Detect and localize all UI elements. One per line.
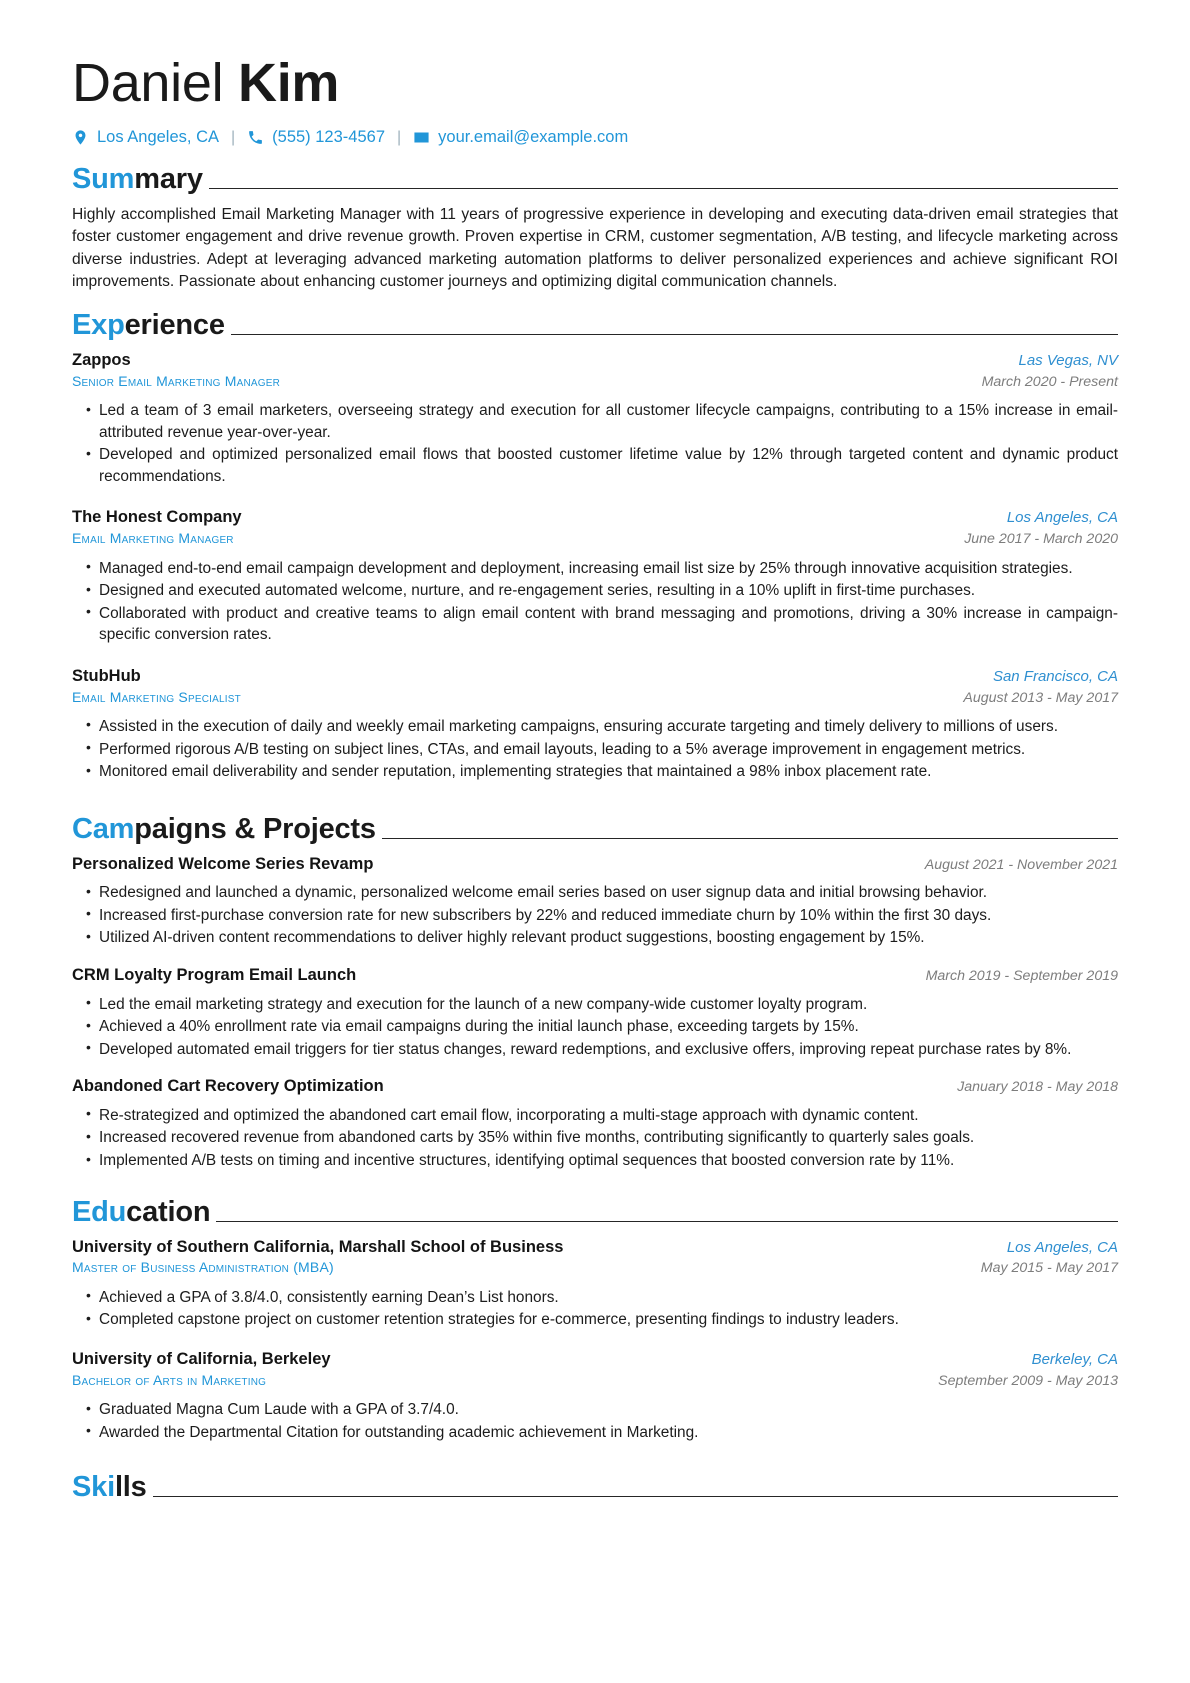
contact-bar [72,128,1118,147]
campaigns-heading [72,812,1118,845]
list-item: • Designed and executed automated welcome, nurture, and re-engagement series, resulting in a 10% uplift in first-time purchases. [72,580,1118,602]
experience-bullet-list [72,558,1118,646]
summary-paragraph: Highly accomplished Email Marketing Manager with 11 years of progressive experience in developing and executing data-driven email strategies that foster customer engagement and drive revenue growth. Proven expertise in CRM, customer segmentation, A/B testing, and lifecycle marketing across diverse industries. Adept at leveraging advanced marketing automation platforms to deliver personalized experiences and achieve significant ROI improvements. Passionate about enhancing customer journeys and optimizing digital communication channels. [72,206,1118,290]
experience-entry [72,666,1118,783]
list-item: • Assisted in the execution of daily and weekly email marketing campaigns, ensuring accurate targeting and timely delivery to millions of users. [72,716,1118,738]
employer-location: San Francisco, CA [992,667,1118,685]
experience-entry [72,350,1118,487]
section-summary [72,165,1118,293]
education-heading-text: Education [72,1195,211,1228]
education-heading [72,1195,1118,1228]
contact-phone[interactable] [247,128,385,147]
list-item: • Performed rigorous A/B testing on subject lines, CTAs, and email layouts, leading to a 5% average improvement in engagement metrics. [72,739,1118,761]
section-campaigns [72,812,1118,1172]
experience-heading-text: Experience [72,308,225,341]
list-item: • Led the email marketing strategy and execution for the launch of a new company-wide customer loyalty program. [72,994,1118,1016]
employer-name: The Honest Company [72,508,242,527]
campaigns-heading-text: Campaigns & Projects [72,812,376,845]
education-entry [72,1349,1118,1443]
summary-heading-text: Summary [72,163,203,196]
job-dates: August 2013 - May 2017 [963,689,1118,706]
experience-bullet-list [72,716,1118,783]
section-rule [216,1221,1118,1222]
skills-heading [72,1473,1118,1502]
project-bullet-list [72,882,1118,949]
employer-name: Zappos [72,350,131,369]
list-item: • Achieved a 40% enrollment rate via email campaigns during the initial launch phase, exceeding targets by 15%. [72,1016,1118,1038]
project-entry [72,854,1118,949]
education-bullet-list [72,1287,1118,1331]
education-bullet-list [72,1399,1118,1443]
summary-heading [72,165,1118,194]
envelope-icon [413,129,430,146]
project-name: Abandoned Cart Recovery Optimization [72,1077,384,1096]
contact-separator-1: | [231,128,236,146]
education-entry [72,1237,1118,1331]
list-item: • Led a team of 3 email marketers, overseeing strategy and execution for all customer lifecycle campaigns, contributing to a 15% increase in email-attributed revenue year-over-year. [72,400,1118,443]
section-rule [209,188,1118,189]
job-title: Senior Email Marketing Manager [72,372,281,389]
contact-separator-2: | [397,128,402,146]
school-location: Berkeley, CA [1031,1350,1118,1368]
project-name: CRM Loyalty Program Email Launch [72,965,357,984]
employer-location: Las Vegas, NV [1018,351,1118,369]
list-item: • Increased recovered revenue from abandoned carts by 35% within five months, contributing significantly to quarterly sales goals. [72,1127,1118,1149]
school-location: Los Angeles, CA [1006,1238,1118,1256]
job-dates: March 2020 - Present [981,373,1118,390]
list-item: • Implemented A/B tests on timing and incentive structures, identifying optimal sequences that boosted conversion rate by 11%. [72,1150,1118,1172]
list-item: • Developed automated email triggers for tier status changes, reward redemptions, and exclusive offers, improving repeat purchase rates by 8%. [72,1039,1118,1061]
contact-email[interactable] [413,128,628,147]
list-item: • Monitored email deliverability and sender reputation, implementing strategies that maintained a 98% inbox placement rate. [72,761,1118,783]
experience-heading [72,308,1118,341]
project-entry [72,965,1118,1060]
section-rule [153,1496,1118,1497]
job-dates: June 2017 - March 2020 [964,531,1118,548]
job-title: Email Marketing Specialist [72,688,241,705]
degree-dates: September 2009 - May 2013 [938,1372,1118,1389]
employer-location: Los Angeles, CA [1006,509,1118,527]
degree-dates: May 2015 - May 2017 [980,1260,1118,1277]
list-item: • Collaborated with product and creative teams to align email content with brand messaging and promotions, driving a 30% increase in campaign-specific conversion rates. [72,603,1118,646]
project-dates: January 2018 - May 2018 [957,1079,1118,1096]
contact-phone-text: (555) 123-4567 [272,128,385,147]
project-bullet-list [72,1105,1118,1172]
section-education [72,1195,1118,1444]
degree-title: Bachelor of Arts in Marketing [72,1371,267,1388]
project-entry [72,1076,1118,1171]
degree-title: Master of Business Administration (MBA) [72,1259,334,1276]
list-item: • Awarded the Departmental Citation for outstanding academic achievement in Marketing. [72,1422,1118,1444]
school-name: University of Southern California, Marshall School of Business [72,1237,564,1256]
job-title: Email Marketing Manager [72,530,234,547]
experience-bullet-list [72,400,1118,487]
list-item: • Graduated Magna Cum Laude with a GPA of 3.7/4.0. [72,1399,1118,1421]
contact-location-text: Los Angeles, CA [97,128,219,147]
first-name: Daniel [72,53,224,113]
list-item: • Developed and optimized personalized email flows that boosted customer lifetime value by 12% through targeted content and dynamic product recommendations. [72,444,1118,487]
list-item: • Utilized AI-driven content recommendations to deliver highly relevant product suggestions, boosting engagement by 15%. [72,927,1118,949]
project-dates: August 2021 - November 2021 [924,856,1118,873]
project-bullet-list [72,994,1118,1061]
contact-location [72,128,219,147]
section-rule [231,334,1118,335]
candidate-name [72,54,1118,112]
last-name: Kim [238,53,340,113]
project-dates: March 2019 - September 2019 [925,967,1118,984]
contact-email-text: your.email@example.com [438,128,629,147]
list-item: • Achieved a GPA of 3.8/4.0, consistently earning Dean’s List honors. [72,1287,1118,1309]
list-item: • Re-strategized and optimized the abandoned cart email flow, incorporating a multi-stage approach with dynamic content. [72,1105,1118,1127]
list-item: • Managed end-to-end email campaign development and deployment, increasing email list size by 25% through innovative acquisition strategies. [72,558,1118,580]
list-item: • Completed capstone project on customer retention strategies for e-commerce, presenting findings to industry leaders. [72,1309,1118,1331]
map-pin-icon [72,129,89,146]
list-item: • Increased first-purchase conversion rate for new subscribers by 22% and reduced immediate churn by 10% within the first 30 days. [72,905,1118,927]
section-experience [72,308,1118,783]
project-name: Personalized Welcome Series Revamp [72,854,374,873]
experience-entry [72,507,1118,645]
skills-heading-text: Skills [72,1471,147,1504]
school-name: University of California, Berkeley [72,1349,331,1368]
section-skills [72,1473,1118,1502]
section-rule [382,838,1118,839]
list-item: • Redesigned and launched a dynamic, personalized welcome email series based on user signup data and initial browsing behavior. [72,882,1118,904]
employer-name: StubHub [72,666,141,685]
phone-icon [247,129,264,146]
